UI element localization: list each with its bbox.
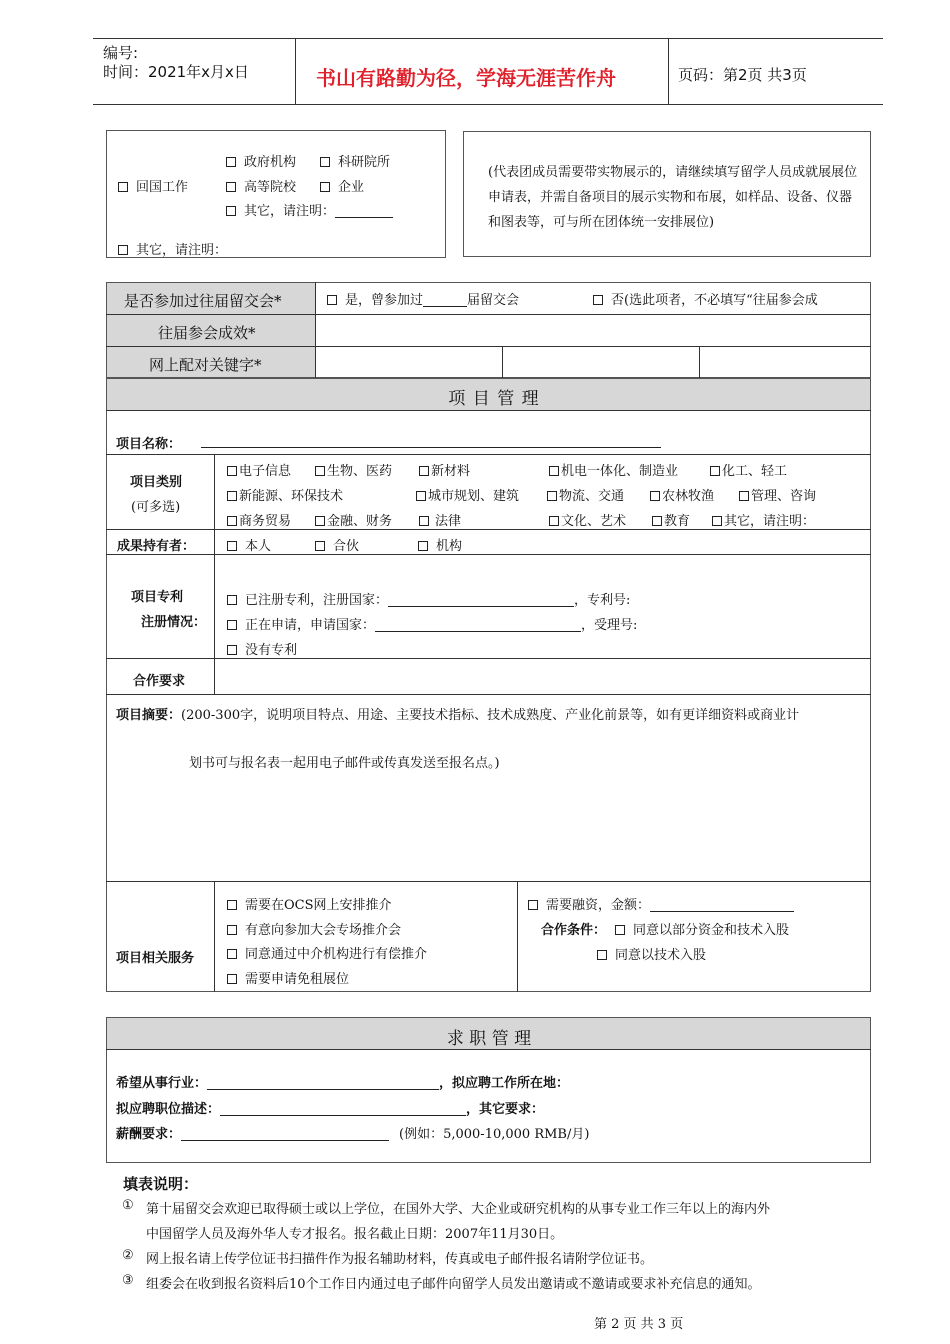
- coop-condition-label: 合作条件：: [541, 923, 607, 938]
- note-2-marker: ②: [122, 1248, 134, 1263]
- note-1-marker: ①: [122, 1198, 134, 1213]
- return-work-option[interactable]: [118, 176, 188, 195]
- row-rule: [106, 454, 871, 455]
- category-label: 项目类别: [130, 475, 183, 490]
- checkbox[interactable]: [419, 466, 429, 476]
- row-rule: [106, 658, 871, 659]
- checkbox[interactable]: [118, 182, 128, 192]
- col-rule: [315, 282, 316, 378]
- enterprise-option[interactable]: [320, 176, 364, 195]
- checkbox[interactable]: [227, 900, 237, 910]
- footer-page-number: 第 2 页 共 3 页: [594, 1317, 684, 1332]
- col-rule: [502, 346, 503, 378]
- other-specify-field[interactable]: [335, 203, 393, 218]
- checkbox[interactable]: [418, 541, 428, 551]
- salary-row: [116, 1123, 589, 1142]
- category-option-label: 其它，请注明：: [724, 514, 816, 529]
- salary-field[interactable]: [181, 1126, 389, 1141]
- header-divider-left: [295, 38, 296, 104]
- project-section-title: 项 目 管 理: [448, 389, 540, 409]
- category-option-label: 城市规划、建筑: [428, 489, 520, 504]
- category-management[interactable]: [739, 485, 816, 504]
- patent-accept-label: ，受理号:: [581, 618, 638, 633]
- university-label: 高等院校: [244, 180, 297, 195]
- row-rule: [106, 410, 871, 411]
- note-3: 组委会在收到报名资料后10个工作日内通过电子邮件向留学人员发出邀请或不邀请或要求补充信息的通知。: [146, 1277, 761, 1292]
- category-bio[interactable]: [315, 460, 392, 479]
- financing-label: 需要融资，金额：: [546, 898, 651, 913]
- service-free-booth[interactable]: [227, 968, 349, 987]
- patent-label-2: 注册情况：: [141, 615, 207, 630]
- checkbox[interactable]: [227, 974, 237, 984]
- checkbox[interactable]: [419, 516, 429, 526]
- salary-example: (例如：5,000-10,000 RMB/月): [399, 1127, 590, 1142]
- row-rule: [106, 529, 871, 530]
- checkbox[interactable]: [227, 645, 237, 655]
- header-bottom-rule: [93, 104, 883, 105]
- position-field[interactable]: [220, 1101, 466, 1116]
- note-1-line-b: 中国留学人员及海外华人专才报名。报名截止日期：2007年11月30日。: [146, 1227, 564, 1242]
- category-chemical[interactable]: [710, 460, 787, 479]
- enterprise-label: 企业: [338, 180, 365, 195]
- research-option[interactable]: [320, 151, 390, 170]
- checkbox[interactable]: [320, 182, 330, 192]
- industry-row: [116, 1072, 569, 1091]
- checkbox[interactable]: [650, 491, 660, 501]
- col-rule: [214, 881, 215, 992]
- coop-cond-tech[interactable]: [597, 944, 706, 963]
- service-agency[interactable]: [227, 943, 427, 962]
- checkbox[interactable]: [712, 516, 722, 526]
- header-motto: 书山有路勤为径，学海无涯苦作舟: [316, 66, 616, 90]
- checkbox[interactable]: [118, 245, 128, 255]
- session-count-field[interactable]: [423, 292, 467, 307]
- patent-applying-label: 正在申请，申请国家：: [245, 618, 376, 633]
- category-law[interactable]: [419, 510, 461, 529]
- industry-label: 希望从事行业：: [116, 1076, 208, 1091]
- checkbox[interactable]: [227, 491, 237, 501]
- summary-text-1: [116, 703, 864, 728]
- checkbox[interactable]: [327, 295, 337, 305]
- other-label: 其它，请注明：: [136, 243, 228, 258]
- row-rule: [106, 314, 871, 315]
- checkbox[interactable]: [652, 516, 662, 526]
- category-culture[interactable]: [549, 510, 626, 529]
- category-sub: (可多选): [131, 500, 181, 515]
- yes-label: 是，曾参加过: [345, 293, 424, 308]
- project-name-field[interactable]: [201, 433, 661, 448]
- exhibition-note: (代表团成员需要带实物展示的，请继续填写留学人员成就展展位申请表，并需自备项目的展示实物和布展，如样品、设备、仪器和图表等，可与所在团体统一安排展位): [488, 165, 858, 230]
- summary-label: 项目摘要：: [116, 708, 182, 723]
- checkbox[interactable]: [528, 900, 538, 910]
- category-option-label: 教育: [664, 514, 691, 529]
- apply-country-field[interactable]: [375, 617, 581, 632]
- service-label: 需要申请免租展位: [245, 972, 350, 987]
- owner-option-label: 机构: [436, 539, 463, 554]
- other-specify-label: 其它，请注明：: [244, 204, 336, 219]
- checkbox[interactable]: [547, 491, 557, 501]
- checkbox[interactable]: [615, 925, 625, 935]
- owner-self[interactable]: [227, 535, 271, 554]
- services-label: 项目相关服务: [116, 951, 195, 966]
- row-rule: [106, 881, 871, 882]
- other-specify-option[interactable]: [226, 200, 393, 219]
- patent-none-option[interactable]: [227, 639, 297, 658]
- checkbox[interactable]: [315, 466, 325, 476]
- gov-option[interactable]: [226, 151, 296, 170]
- checkbox[interactable]: [226, 157, 236, 167]
- patent-label-1: 项目专利: [131, 590, 184, 605]
- position-label: 拟应聘职位描述：: [116, 1102, 221, 1117]
- job-section-title: 求 职 管 理: [446, 1029, 532, 1049]
- category-option-label: 商务贸易: [239, 514, 292, 529]
- category-commerce[interactable]: [227, 510, 291, 529]
- salary-label: 薪酬要求：: [116, 1127, 182, 1142]
- category-option-label: 文化、艺术: [561, 514, 627, 529]
- patent-none-label: 没有专利: [245, 643, 298, 658]
- checkbox[interactable]: [416, 491, 426, 501]
- patent-no-label: ，专利号:: [574, 593, 631, 608]
- checkbox[interactable]: [227, 949, 237, 959]
- category-option-label: 法律: [435, 514, 462, 529]
- note-1-line-a: 第十届留交会欢迎已取得硕士或以上学位，在国外大学、大企业或研究机构的从事专业工作三年以上的海内外: [146, 1202, 771, 1217]
- yes-suffix: 届留交会: [467, 293, 520, 308]
- checkbox[interactable]: [227, 620, 237, 630]
- category-option-label: 电子信息: [239, 464, 292, 479]
- other-req-label: ，其它要求：: [466, 1102, 545, 1117]
- owner-partner[interactable]: [315, 535, 359, 554]
- attended-no-option[interactable]: [593, 289, 818, 308]
- row-rule: [106, 1049, 871, 1050]
- category-education[interactable]: [652, 510, 690, 529]
- position-row: [116, 1098, 544, 1117]
- summary-instructions: (200-300字，说明项目特点、用途、主要技术指标、技术成熟度、产业化前景等，如有更详细资料或商业计: [181, 708, 800, 723]
- category-mechatronics[interactable]: [549, 460, 678, 479]
- q-results-label: 往届参会成效*: [158, 324, 256, 342]
- service-label: 同意通过中介机构进行有偿推介: [245, 947, 428, 962]
- row-rule: [106, 346, 871, 347]
- patent-registered-option[interactable]: [227, 589, 630, 608]
- coop-condition-row: [541, 919, 606, 938]
- owner-option-label: 本人: [245, 539, 272, 554]
- category-option-label: 新材料: [431, 464, 471, 479]
- project-name-label: 项目名称：: [116, 437, 182, 452]
- other-option[interactable]: [118, 239, 227, 258]
- note-3-marker: ③: [122, 1273, 134, 1288]
- row-rule: [106, 554, 871, 555]
- category-option-label: 物流、交通: [559, 489, 625, 504]
- checkbox[interactable]: [710, 466, 720, 476]
- owner-option-label: 合伙: [333, 539, 360, 554]
- owner-label: 成果持有者：: [117, 539, 196, 554]
- coop-label: 合作要求: [133, 674, 186, 689]
- checkbox[interactable]: [593, 295, 603, 305]
- research-label: 科研院所: [338, 155, 391, 170]
- time-label: 时间：2021年x月x日: [103, 63, 249, 81]
- col-rule: [517, 881, 518, 992]
- category-option-label: 新能源、环保技术: [239, 489, 344, 504]
- category-agriculture[interactable]: [650, 485, 714, 504]
- q-keywords-label: 网上配对关键字*: [149, 356, 262, 374]
- location-label: ，拟应聘工作所在地：: [439, 1076, 570, 1091]
- checkbox[interactable]: [320, 157, 330, 167]
- no-label: 否(选此项者，不必填写“往届参会成: [611, 293, 818, 308]
- serial-label: 编号:: [103, 44, 139, 62]
- gov-label: 政府机构: [244, 155, 297, 170]
- service-special-session[interactable]: [227, 919, 401, 938]
- checkbox[interactable]: [227, 466, 237, 476]
- category-logistics[interactable]: [547, 485, 624, 504]
- attended-yes-option[interactable]: [327, 289, 519, 308]
- header-divider-right: [668, 38, 669, 104]
- category-materials[interactable]: [419, 460, 470, 479]
- category-other[interactable]: [712, 510, 815, 529]
- coop-cond-capital[interactable]: [615, 919, 789, 938]
- financing-amount-field[interactable]: [650, 897, 794, 912]
- checkbox[interactable]: [227, 541, 237, 551]
- summary-text-2: 划书可与报名表一起用电子邮件或传真发送至报名点。): [189, 756, 500, 771]
- page-indicator: 页码：第2页 共3页: [678, 66, 807, 84]
- category-energy[interactable]: [227, 485, 343, 504]
- category-option-label: 化工、轻工: [722, 464, 788, 479]
- checkbox[interactable]: [226, 182, 236, 192]
- return-work-label: 回国工作: [136, 180, 189, 195]
- col-rule: [214, 658, 215, 694]
- patent-country-field[interactable]: [388, 592, 574, 607]
- category-finance[interactable]: [315, 510, 392, 529]
- patent-applying-option[interactable]: [227, 614, 637, 633]
- service-ocs[interactable]: [227, 894, 392, 913]
- col-rule: [699, 346, 700, 378]
- category-option-label: 管理、咨询: [751, 489, 817, 504]
- checkbox[interactable]: [549, 466, 559, 476]
- coop-cond-label: 同意以技术入股: [615, 948, 707, 963]
- checkbox[interactable]: [315, 541, 325, 551]
- category-option-label: 金融、财务: [327, 514, 393, 529]
- category-option-label: 生物、医药: [327, 464, 393, 479]
- industry-field[interactable]: [207, 1075, 439, 1090]
- header-top-rule: [93, 38, 883, 39]
- service-label: 有意向参加大会专场推介会: [245, 923, 402, 938]
- checkbox[interactable]: [597, 950, 607, 960]
- category-option-label: 农林牧渔: [662, 489, 715, 504]
- patent-registered-label: 已注册专利，注册国家：: [245, 593, 389, 608]
- checkbox[interactable]: [227, 595, 237, 605]
- note-2: 网上报名请上传学位证书扫描件作为报名辅助材料，传真或电子邮件报名请附学位证书。: [146, 1252, 654, 1267]
- category-urban[interactable]: [416, 485, 519, 504]
- checkbox[interactable]: [227, 925, 237, 935]
- checkbox[interactable]: [315, 516, 325, 526]
- checkbox[interactable]: [549, 516, 559, 526]
- checkbox[interactable]: [227, 516, 237, 526]
- col-rule: [214, 454, 215, 666]
- financing-option[interactable]: [528, 894, 794, 913]
- category-option-label: 机电一体化、制造业: [561, 464, 679, 479]
- checkbox[interactable]: [226, 206, 236, 216]
- category-electronics[interactable]: [227, 460, 291, 479]
- service-label: 需要在OCS网上安排推介: [245, 898, 392, 913]
- coop-cond-label: 同意以部分资金和技术入股: [633, 923, 790, 938]
- notes-title: 填表说明：: [123, 1175, 199, 1193]
- checkbox[interactable]: [739, 491, 749, 501]
- university-option[interactable]: [226, 176, 296, 195]
- q-attended-label: 是否参加过往届留交会*: [124, 292, 282, 310]
- summary-input-area[interactable]: [110, 775, 865, 875]
- row-rule: [106, 694, 871, 695]
- owner-institution[interactable]: [418, 535, 462, 554]
